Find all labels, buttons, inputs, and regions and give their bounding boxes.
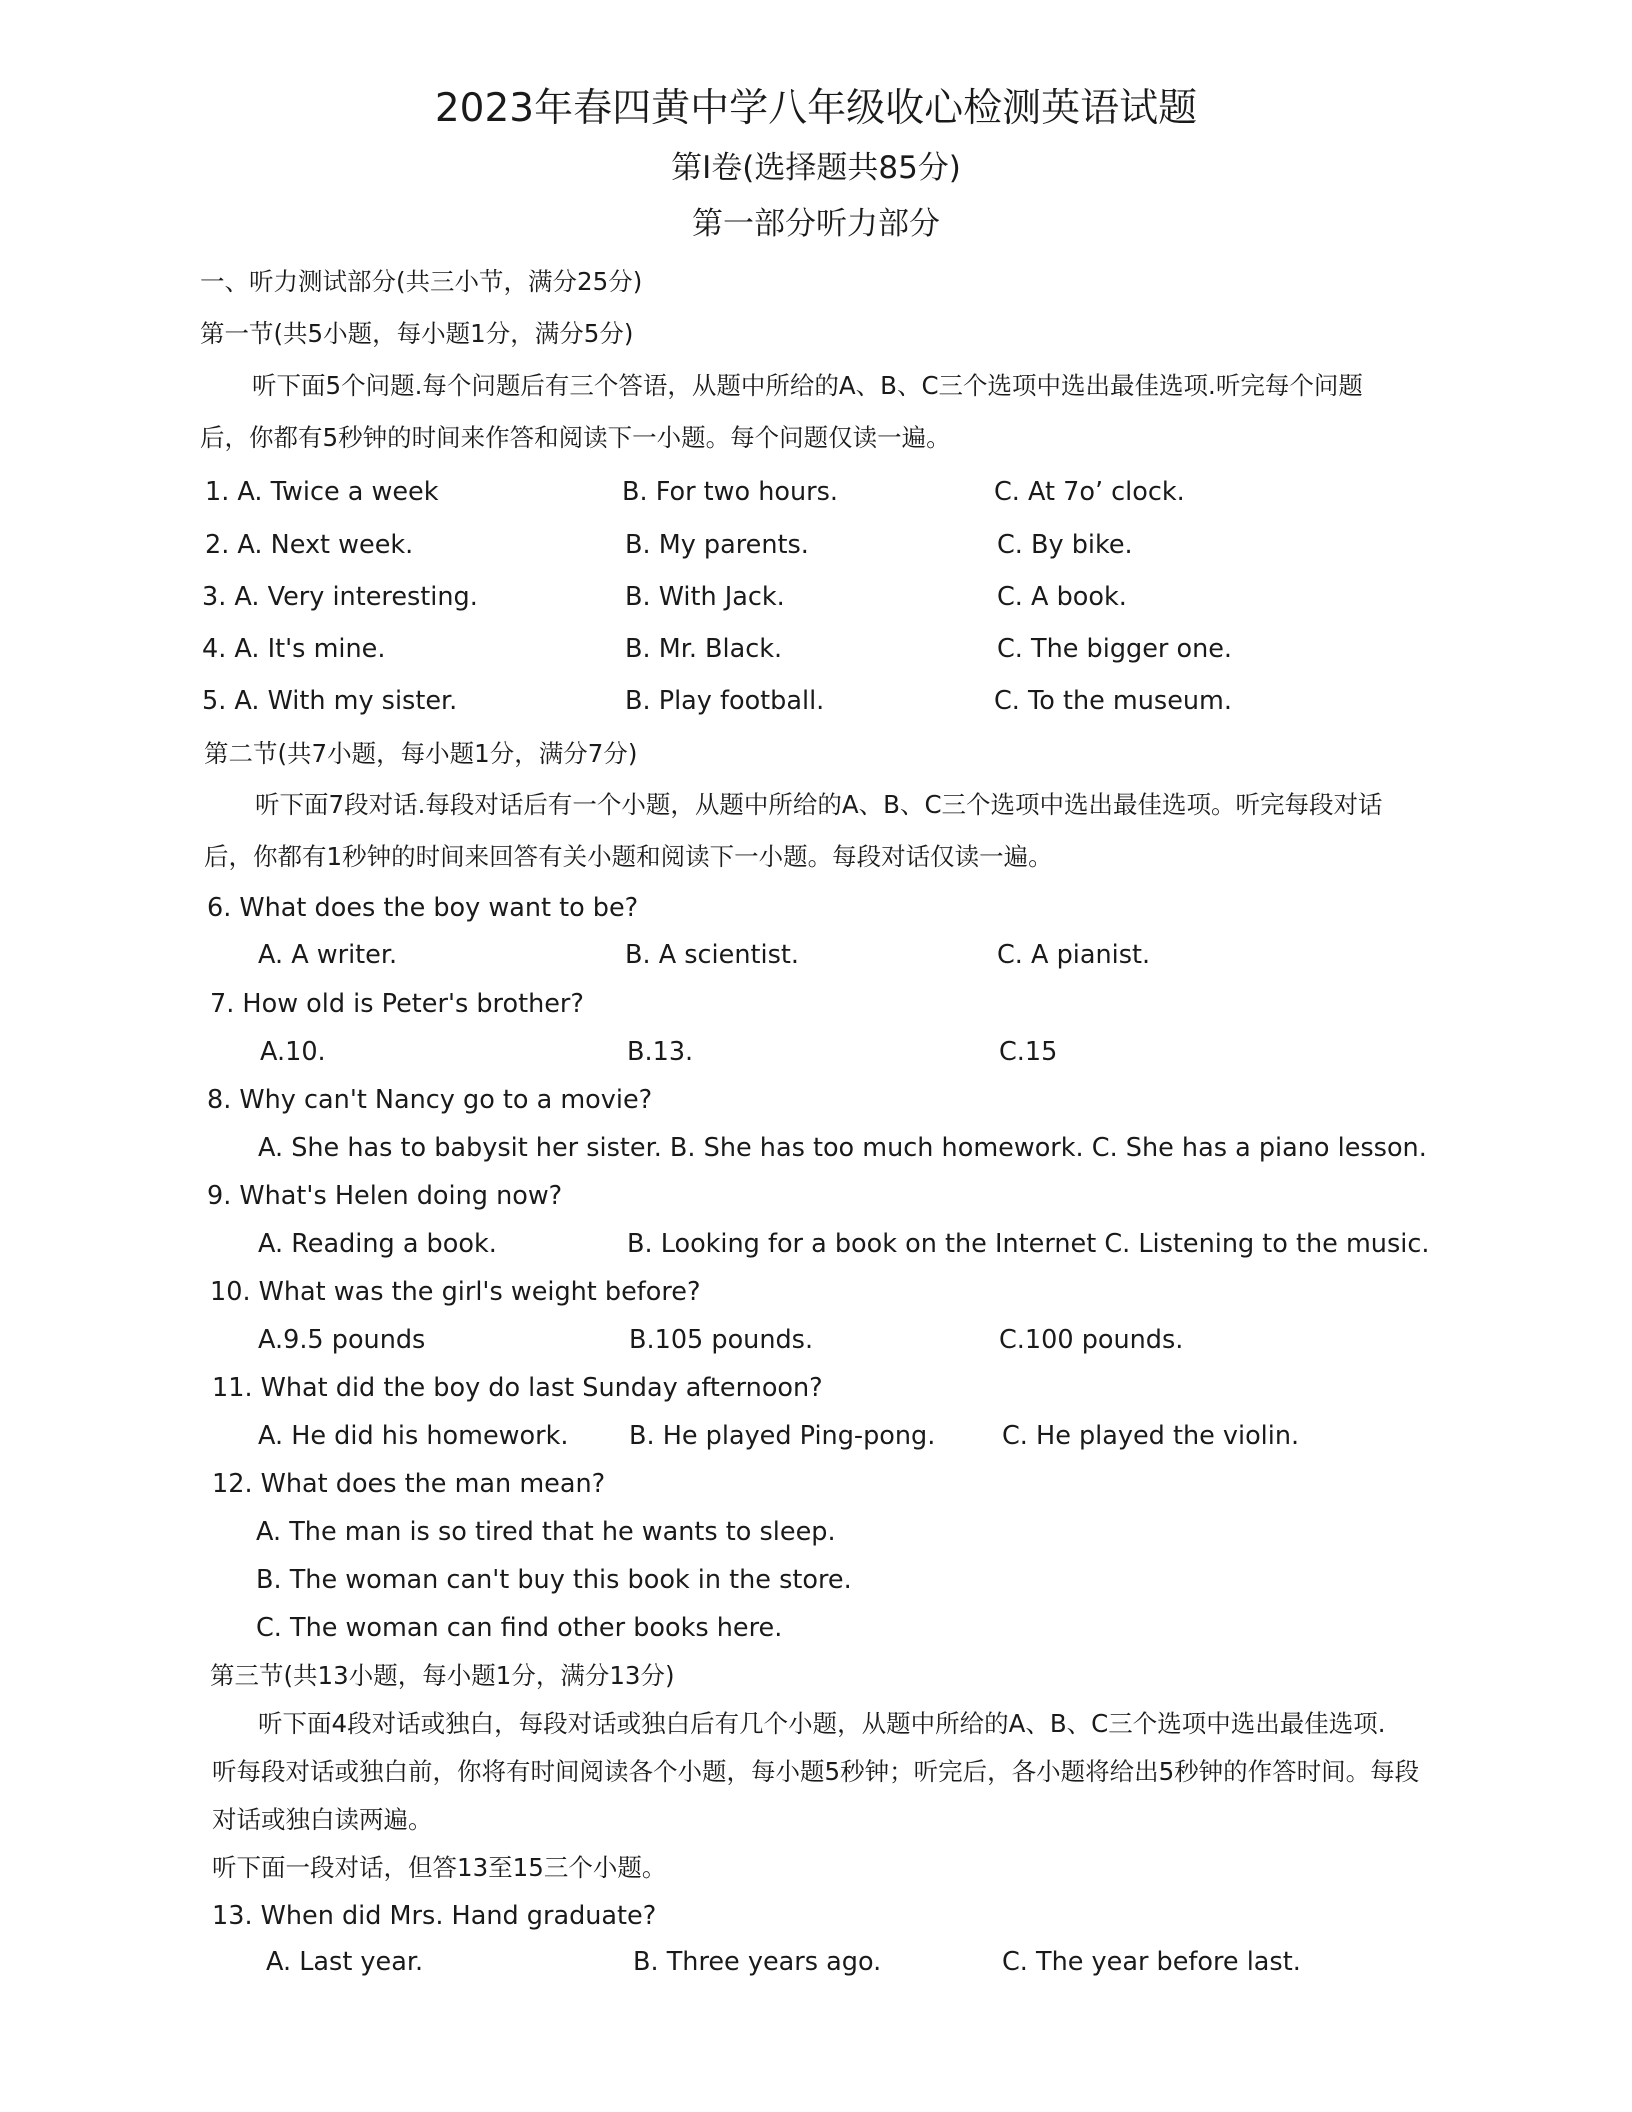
s3-instruction-line: 听下面4段对话或独白，每段对话或独白后有几个小题，从题中所给的A、B、C三个选项中选出最佳选项. — [258, 1709, 1386, 1738]
q6-option-c: C. A pianist. — [997, 940, 1151, 970]
q5-option-a: 5. A. With my sister. — [202, 686, 458, 716]
q11-option-a: A. He did his homework. — [258, 1421, 569, 1451]
section-heading: 一、听力测试部分(共三小节，满分25分) — [200, 267, 643, 296]
s2-instruction-line: 后，你都有1秒钟的时间来回答有关小题和阅读下一小题。每段对话仅读一遍。 — [204, 842, 1053, 871]
q3-option-a: 3. A. Very interesting. — [202, 582, 478, 612]
q1-option-c: C. At 7o’ clock. — [994, 477, 1185, 507]
q12-question: 12. What does the man mean? — [212, 1469, 606, 1499]
q8-question: 8. Why can't Nancy go to a movie? — [207, 1085, 653, 1115]
q1-option-a: 1. A. Twice a week — [205, 477, 439, 507]
q10-question: 10. What was the girl's weight before? — [210, 1277, 701, 1307]
q7-option-b: B.13. — [627, 1037, 694, 1067]
s3-instruction-line: 听每段对话或独白前，你将有时间阅读各个小题，每小题5秒钟；听完后，各小题将给出5秒钟的作答时间。每段 — [212, 1757, 1420, 1786]
s3-instruction-line: 对话或独白读两遍。 — [212, 1805, 433, 1834]
q12-option-a: A. The man is so tired that he wants to sleep. — [256, 1517, 836, 1547]
q12-option-c: C. The woman can find other books here. — [256, 1613, 783, 1643]
q5-option-b: B. Play football. — [625, 686, 825, 716]
q9-options-bc: B. Looking for a book on the Internet C. Listening to the music. — [627, 1229, 1430, 1259]
q7-question: 7. How old is Peter's brother? — [210, 989, 584, 1019]
q7-option-c: C.15 — [999, 1037, 1058, 1067]
q11-option-c: C. He played the violin. — [1002, 1421, 1300, 1451]
q1-option-b: B. For two hours. — [622, 477, 839, 507]
q12-option-b: B. The woman can't buy this book in the store. — [256, 1565, 852, 1595]
q2-option-b: B. My parents. — [625, 530, 809, 560]
q6-option-a: A. A writer. — [258, 940, 398, 970]
s3-heading: 第三节(共13小题，每小题1分，满分13分) — [210, 1661, 675, 1690]
q4-option-b: B. Mr. Black. — [625, 634, 783, 664]
q2-option-a: 2. A. Next week. — [205, 530, 414, 560]
q3-option-c: C. A book. — [997, 582, 1127, 612]
q6-question: 6. What does the boy want to be? — [207, 893, 639, 923]
q13-question: 13. When did Mrs. Hand graduate? — [212, 1901, 657, 1931]
q13-option-c: C. The year before last. — [1002, 1947, 1301, 1977]
part-heading: 第一部分听力部分 — [692, 206, 940, 242]
q4-option-c: C. The bigger one. — [997, 634, 1233, 664]
s1-instruction-line: 后，你都有5秒钟的时间来作答和阅读下一小题。每个问题仅读一遍。 — [200, 423, 951, 452]
q13-option-b: B. Three years ago. — [633, 1947, 882, 1977]
q3-option-b: B. With Jack. — [625, 582, 785, 612]
q8-options: A. She has to babysit her sister. B. She has too much homework. C. She has a piano lesson. — [258, 1133, 1427, 1163]
q11-question: 11. What did the boy do last Sunday afternoon? — [212, 1373, 823, 1403]
s2-heading: 第二节(共7小题，每小题1分，满分7分) — [204, 739, 638, 768]
s2-instruction-line: 听下面7段对话.每段对话后有一个小题，从题中所给的A、B、C三个选项中选出最佳选项。听完每段对话 — [255, 790, 1383, 819]
s3-lead: 听下面一段对话，但答13至15三个小题。 — [212, 1853, 667, 1882]
q9-question: 9. What's Helen doing now? — [207, 1181, 563, 1211]
q2-option-c: C. By bike. — [997, 530, 1133, 560]
exam-title: 2023年春四黄中学八年级收心检测英语试题 — [434, 86, 1198, 131]
s1-instruction-line: 听下面5个问题.每个问题后有三个答语，从题中所给的A、B、C三个选项中选出最佳选项.听完每个问题 — [252, 371, 1363, 400]
q6-option-b: B. A scientist. — [625, 940, 799, 970]
q10-option-b: B.105 pounds. — [629, 1325, 814, 1355]
q4-option-a: 4. A. It's mine. — [202, 634, 386, 664]
q10-option-c: C.100 pounds. — [999, 1325, 1184, 1355]
q5-option-c: C. To the museum. — [994, 686, 1233, 716]
q10-option-a: A.9.5 pounds — [258, 1325, 426, 1355]
volume-heading: 第Ⅰ卷(选择题共85分) — [671, 150, 961, 186]
q11-option-b: B. He played Ping-pong. — [629, 1421, 936, 1451]
q9-option-a: A. Reading a book. — [258, 1229, 497, 1259]
q13-option-a: A. Last year. — [266, 1947, 424, 1977]
q7-option-a: A.10. — [260, 1037, 326, 1067]
s1-heading: 第一节(共5小题，每小题1分，满分5分) — [200, 319, 634, 348]
